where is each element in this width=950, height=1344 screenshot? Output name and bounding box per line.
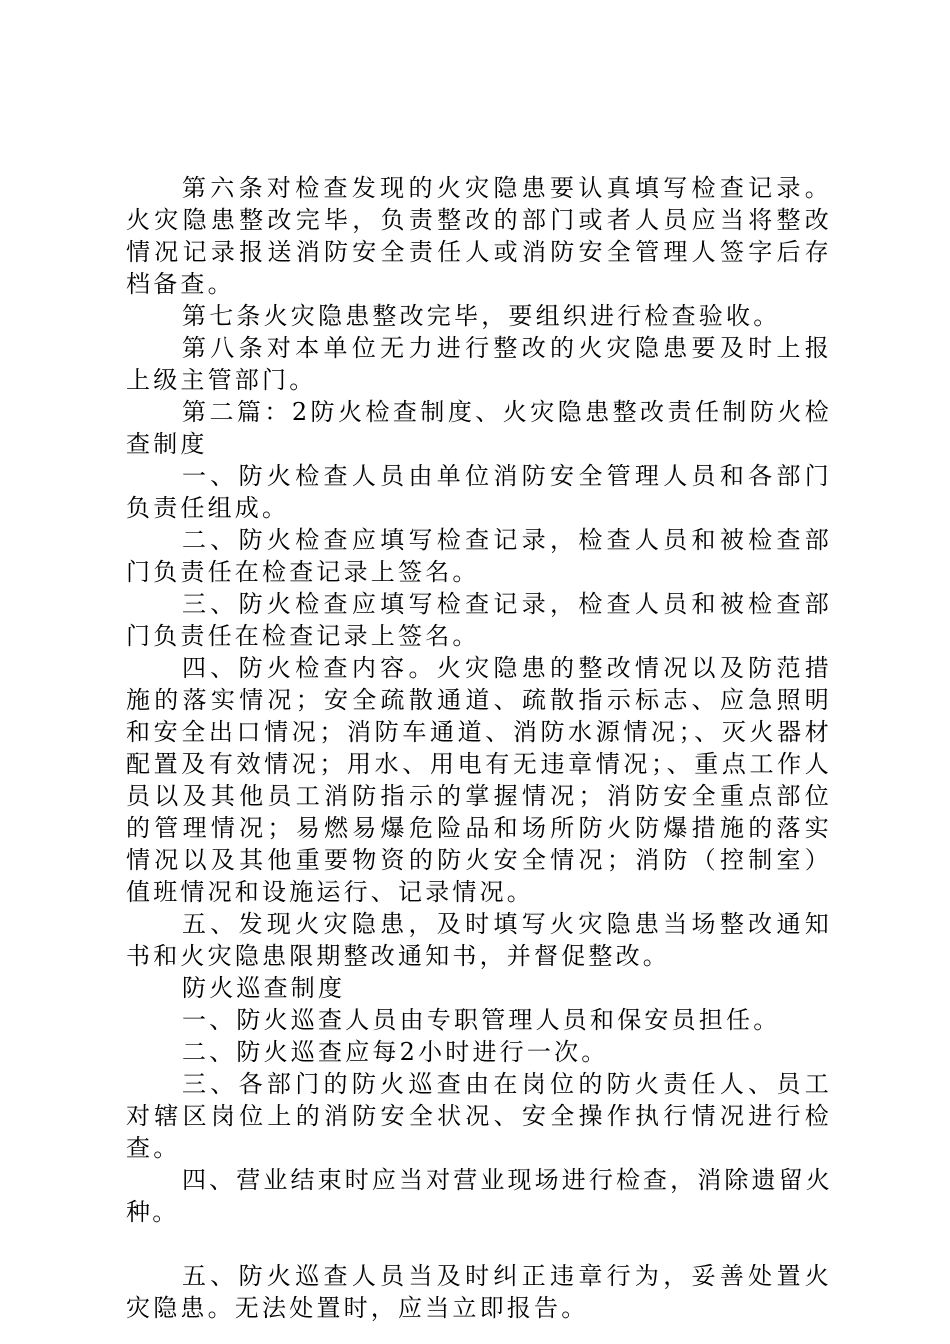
blank-line bbox=[126, 1228, 832, 1260]
paragraph-patrol-5: 五、防火巡查人员当及时纠正违章行为，妥善处置火灾隐患。无法处置时，应当立即报告。 bbox=[126, 1262, 832, 1322]
section-heading-part-2: 第二篇：2防火检查制度、火灾隐患整改责任制防火检查制度 bbox=[126, 398, 832, 458]
paragraph-article-8: 第八条对本单位无力进行整改的火灾隐患要及时上报上级主管部门。 bbox=[126, 334, 832, 394]
document-body bbox=[126, 172, 832, 1324]
paragraph-patrol-2: 二、防火巡查应每2小时进行一次。 bbox=[182, 1038, 609, 1066]
paragraph-inspection-4: 四、防火检查内容。火灾隐患的整改情况以及防范措施的落实情况；安全疏散通道、疏散指示标志、应急照明和安全出口情况；消防车通道、消防水源情况；、灭火器材配置及有效情况；用水、用电有无违章情况；、重点工作人员以及其他员工消防指示的掌握情况；消防安全重点部位的管理情况；易燃易爆危险品和场所防火防爆措施的落实情况以及其他重要物资的防火安全情况；消防（控制室）值班情况和设施运行、记录情况。 bbox=[126, 654, 832, 906]
paragraph-patrol-1: 一、防火巡查人员由专职管理人员和保安员担任。 bbox=[182, 1006, 781, 1034]
paragraph-inspection-2: 二、防火检查应填写检查记录，检查人员和被检查部门负责任在检查记录上签名。 bbox=[126, 526, 832, 586]
paragraph-inspection-3: 三、防火检查应填写检查记录，检查人员和被检查部门负责任在检查记录上签名。 bbox=[126, 590, 832, 650]
paragraph-article-7: 第七条火灾隐患整改完毕，要组织进行检查验收。 bbox=[182, 302, 781, 330]
paragraph-inspection-5: 五、发现火灾隐患，及时填写火灾隐患当场整改通知书和火灾隐患限期整改通知书，并督促整改。 bbox=[126, 910, 832, 970]
paragraph-article-6: 第六条对检查发现的火灾隐患要认真填写检查记录。火灾隐患整改完毕，负责整改的部门或者人员应当将整改情况记录报送消防安全责任人或消防安全管理人签字后存档备查。 bbox=[126, 174, 832, 298]
paragraph-patrol-4: 四、营业结束时应当对营业现场进行检查，消除遗留火种。 bbox=[126, 1166, 832, 1226]
paragraph-patrol-3: 三、各部门的防火巡查由在岗位的防火责任人、员工对辖区岗位上的消防安全状况、安全操作执行情况进行检查。 bbox=[126, 1070, 832, 1162]
paragraph-inspection-1: 一、防火检查人员由单位消防安全管理人员和各部门负责任组成。 bbox=[126, 462, 832, 522]
section-heading-patrol: 防火巡查制度 bbox=[182, 974, 346, 1002]
